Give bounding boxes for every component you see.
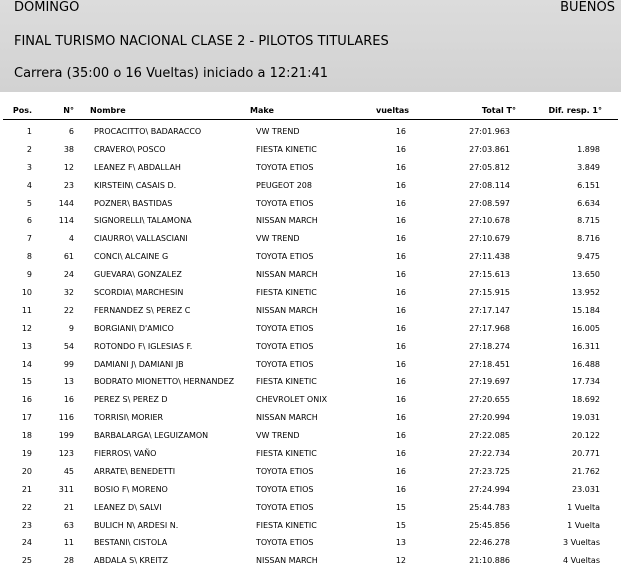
table-row — [0, 518, 621, 536]
driver-name-cell: GUEVARA\ GONZALEZ — [94, 270, 182, 280]
gap-cell: 13.952 — [572, 288, 600, 298]
car-number-cell: 32 — [63, 288, 74, 298]
car-make-cell: NISSAN MARCH — [256, 305, 318, 315]
results-table — [0, 124, 621, 571]
driver-name-cell: LEANEZ F\ ABDALLAH — [94, 162, 181, 172]
gap-cell: 16.311 — [572, 341, 600, 351]
table-row — [0, 303, 621, 321]
car-make-cell: VW TREND — [256, 234, 300, 244]
table-row — [0, 231, 621, 249]
laps-cell: 16 — [395, 127, 406, 136]
driver-name-cell: BOSIO F\ MORENO — [94, 484, 168, 494]
car-number-cell: 12 — [63, 162, 74, 172]
gap-cell: 13.650 — [572, 270, 600, 280]
table-row — [0, 446, 621, 464]
position-cell: 2 — [26, 144, 32, 154]
car-number-cell: 61 — [63, 252, 74, 262]
driver-name-cell: ROTONDO F\ IGLESIAS F. — [94, 341, 193, 351]
position-cell: 21 — [21, 484, 32, 494]
car-number-cell: 63 — [63, 520, 74, 530]
car-make-cell: TOYOTA ETIOS — [256, 484, 314, 494]
car-number-cell: 13 — [63, 377, 74, 387]
gap-cell: 4 Vueltas — [563, 556, 600, 566]
driver-name-cell: FIERROS\ VAÑO — [94, 449, 157, 459]
col-name-header: Nombre — [90, 106, 126, 115]
car-number-cell: 114 — [58, 216, 74, 226]
gap-cell: 19.031 — [572, 413, 600, 423]
position-cell: 9 — [26, 270, 32, 280]
car-make-cell: VW TREND — [256, 431, 300, 441]
driver-name-cell: TORRISI\ MORIER — [94, 413, 164, 423]
laps-cell: 16 — [395, 234, 406, 244]
car-number-cell: 199 — [58, 431, 74, 441]
car-number-cell: 24 — [63, 270, 74, 280]
driver-name-cell: CONCI\ ALCAINE G — [94, 252, 169, 262]
driver-name-cell: SCORDIA\ MARCHESIN — [94, 288, 184, 298]
gap-cell: 16.005 — [572, 323, 600, 333]
position-cell: 22 — [21, 502, 32, 512]
laps-cell: 16 — [395, 198, 406, 208]
position-cell: 20 — [21, 466, 32, 476]
table-row — [0, 535, 621, 553]
driver-name-cell: LEANEZ D\ SALVI — [94, 502, 162, 512]
col-make-header: Make — [250, 106, 274, 115]
position-cell: 10 — [21, 288, 32, 298]
position-cell: 3 — [26, 162, 32, 172]
car-make-cell: FIESTA KINETIC — [256, 288, 317, 298]
position-cell: 8 — [26, 252, 32, 262]
driver-name-cell: BARBALARGA\ LEGUIZAMON — [94, 431, 209, 441]
driver-name-cell: SIGNORELLI\ TALAMONA — [94, 216, 192, 226]
gap-cell: 20.771 — [572, 449, 600, 459]
car-number-cell: 38 — [63, 144, 74, 154]
col-number-header: N° — [63, 106, 74, 115]
laps-cell: 16 — [395, 270, 406, 280]
race-subtitle: Carrera (35:00 o 16 Vueltas) iniciado a 12:21:41 — [14, 66, 328, 81]
position-cell: 19 — [21, 449, 32, 459]
car-make-cell: TOYOTA ETIOS — [256, 252, 314, 262]
car-make-cell: TOYOTA ETIOS — [256, 323, 314, 333]
gap-cell: 3.849 — [577, 162, 600, 172]
driver-name-cell: BODRATO MIONETTO\ HERNANDEZ — [94, 377, 235, 387]
position-cell: 15 — [21, 377, 32, 387]
total-time-cell: 21:10.886 — [469, 556, 510, 566]
total-time-cell: 27:15.613 — [469, 270, 510, 280]
total-time-cell: 27:08.114 — [469, 180, 510, 190]
car-number-cell: 54 — [63, 341, 74, 351]
day-label: DOMINGO — [14, 0, 80, 15]
total-time-cell: 27:17.968 — [469, 323, 510, 333]
table-row — [0, 249, 621, 267]
car-make-cell: TOYOTA ETIOS — [256, 502, 314, 512]
report-header — [0, 0, 621, 92]
table-row — [0, 196, 621, 214]
car-number-cell: 99 — [63, 359, 74, 369]
car-make-cell: NISSAN MARCH — [256, 270, 318, 280]
table-row — [0, 374, 621, 392]
header-divider — [3, 119, 618, 120]
position-cell: 11 — [21, 305, 32, 315]
col-pos-header: Pos. — [12, 106, 32, 115]
table-row — [0, 213, 621, 231]
total-time-cell: 27:05.812 — [469, 162, 510, 172]
car-make-cell: CHEVROLET ONIX — [256, 395, 328, 405]
car-make-cell: TOYOTA ETIOS — [256, 198, 314, 208]
car-make-cell: NISSAN MARCH — [256, 216, 318, 226]
car-make-cell: FIESTA KINETIC — [256, 449, 317, 459]
gap-cell: 8.715 — [577, 216, 600, 226]
laps-cell: 16 — [395, 144, 406, 154]
car-make-cell: TOYOTA ETIOS — [256, 162, 314, 172]
position-cell: 17 — [21, 413, 32, 423]
driver-name-cell: DAMIANI J\ DAMIANI JB — [94, 359, 184, 369]
car-number-cell: 9 — [68, 323, 74, 333]
car-make-cell: PEUGEOT 208 — [256, 180, 312, 190]
gap-cell: 8.716 — [577, 234, 600, 244]
driver-name-cell: PEREZ S\ PEREZ D — [94, 395, 168, 405]
position-cell: 13 — [21, 341, 32, 351]
total-time-cell: 27:23.725 — [469, 466, 510, 476]
car-number-cell: 16 — [63, 395, 74, 405]
total-time-cell: 25:44.783 — [469, 502, 510, 512]
driver-name-cell: BORGIANI\ D'AMICO — [94, 323, 174, 333]
laps-cell: 15 — [395, 502, 406, 512]
car-make-cell: TOYOTA ETIOS — [256, 466, 314, 476]
total-time-cell: 27:01.963 — [469, 127, 510, 136]
position-cell: 24 — [21, 538, 32, 548]
laps-cell: 16 — [395, 395, 406, 405]
driver-name-cell: PROCACITTO\ BADARACCO — [94, 127, 202, 136]
gap-cell: 23.031 — [572, 484, 600, 494]
total-time-cell: 27:20.655 — [469, 395, 510, 405]
gap-cell: 18.692 — [572, 395, 600, 405]
gap-cell: 6.151 — [577, 180, 600, 190]
laps-cell: 16 — [395, 323, 406, 333]
total-time-cell: 27:03.861 — [469, 144, 510, 154]
table-row — [0, 428, 621, 446]
total-time-cell: 27:18.451 — [469, 359, 510, 369]
total-time-cell: 27:17.147 — [469, 305, 510, 315]
table-row — [0, 357, 621, 375]
total-time-cell: 27:10.678 — [469, 216, 510, 226]
laps-cell: 16 — [395, 377, 406, 387]
driver-name-cell: BESTANI\ CISTOLA — [94, 538, 168, 548]
table-row — [0, 553, 621, 571]
gap-cell: 6.634 — [577, 198, 600, 208]
driver-name-cell: KIRSTEIN\ CASAIS D. — [94, 180, 177, 190]
table-row — [0, 464, 621, 482]
car-make-cell: NISSAN MARCH — [256, 413, 318, 423]
total-time-cell: 27:08.597 — [469, 198, 510, 208]
laps-cell: 16 — [395, 359, 406, 369]
table-row — [0, 124, 621, 142]
driver-name-cell: POZNER\ BASTIDAS — [94, 198, 173, 208]
car-number-cell: 21 — [63, 502, 74, 512]
total-time-cell: 25:45.856 — [469, 520, 510, 530]
gap-cell: 3 Vueltas — [563, 538, 600, 548]
table-row — [0, 410, 621, 428]
car-number-cell: 22 — [63, 305, 74, 315]
gap-cell: 15.184 — [572, 305, 600, 315]
col-diff-header: Dif. resp. 1° — [548, 106, 602, 115]
driver-name-cell: FERNANDEZ S\ PEREZ C — [94, 305, 191, 315]
table-row — [0, 321, 621, 339]
car-make-cell: TOYOTA ETIOS — [256, 341, 314, 351]
car-number-cell: 45 — [63, 466, 74, 476]
laps-cell: 16 — [395, 305, 406, 315]
driver-name-cell: CRAVERO\ POSCO — [94, 144, 166, 154]
gap-cell: 1 Vuelta — [567, 502, 600, 512]
car-make-cell: NISSAN MARCH — [256, 556, 318, 566]
gap-cell: 1 Vuelta — [567, 520, 600, 530]
position-cell: 1 — [26, 127, 32, 136]
car-make-cell: TOYOTA ETIOS — [256, 359, 314, 369]
position-cell: 25 — [21, 556, 32, 566]
laps-cell: 16 — [395, 484, 406, 494]
gap-cell: 9.475 — [577, 252, 600, 262]
city-label: BUENOS — [560, 0, 615, 15]
column-headers — [0, 104, 621, 120]
driver-name-cell: CIAURRO\ VALLASCIANI — [94, 234, 188, 244]
laps-cell: 16 — [395, 413, 406, 423]
car-make-cell: FIESTA KINETIC — [256, 520, 317, 530]
car-make-cell: FIESTA KINETIC — [256, 377, 317, 387]
table-row — [0, 285, 621, 303]
car-number-cell: 123 — [58, 449, 74, 459]
total-time-cell: 27:22.085 — [469, 431, 510, 441]
table-row — [0, 178, 621, 196]
car-make-cell: VW TREND — [256, 127, 300, 136]
laps-cell: 15 — [395, 520, 406, 530]
car-number-cell: 144 — [58, 198, 74, 208]
position-cell: 12 — [21, 323, 32, 333]
car-make-cell: TOYOTA ETIOS — [256, 538, 314, 548]
position-cell: 23 — [21, 520, 32, 530]
gap-cell: 1.898 — [577, 144, 600, 154]
race-title: FINAL TURISMO NACIONAL CLASE 2 - PILOTOS TITULARES — [14, 34, 389, 49]
table-row — [0, 142, 621, 160]
laps-cell: 16 — [395, 162, 406, 172]
laps-cell: 13 — [395, 538, 406, 548]
total-time-cell: 27:10.679 — [469, 234, 510, 244]
gap-cell: 21.762 — [572, 466, 600, 476]
laps-cell: 16 — [395, 252, 406, 262]
total-time-cell: 27:19.697 — [469, 377, 510, 387]
table-row — [0, 482, 621, 500]
total-time-cell: 27:24.994 — [469, 484, 510, 494]
car-number-cell: 6 — [68, 127, 74, 136]
laps-cell: 16 — [395, 431, 406, 441]
laps-cell: 16 — [395, 341, 406, 351]
position-cell: 6 — [26, 216, 32, 226]
driver-name-cell: ARRATE\ BENEDETTI — [94, 466, 176, 476]
car-number-cell: 4 — [68, 234, 74, 244]
laps-cell: 12 — [395, 556, 406, 566]
table-row — [0, 339, 621, 357]
total-time-cell: 27:11.438 — [469, 252, 510, 262]
total-time-cell: 27:20.994 — [469, 413, 510, 423]
table-row — [0, 160, 621, 178]
laps-cell: 16 — [395, 180, 406, 190]
gap-cell: 20.122 — [572, 431, 600, 441]
table-row — [0, 500, 621, 518]
position-cell: 4 — [26, 180, 32, 190]
car-number-cell: 11 — [63, 538, 74, 548]
laps-cell: 16 — [395, 288, 406, 298]
laps-cell: 16 — [395, 466, 406, 476]
laps-cell: 16 — [395, 449, 406, 459]
col-laps-header: vueltas — [376, 106, 410, 115]
position-cell: 18 — [21, 431, 32, 441]
total-time-cell: 27:15.915 — [469, 288, 510, 298]
gap-cell: 17.734 — [572, 377, 600, 387]
car-number-cell: 28 — [63, 556, 74, 566]
position-cell: 14 — [21, 359, 32, 369]
table-row — [0, 267, 621, 285]
car-number-cell: 311 — [58, 484, 74, 494]
driver-name-cell: BULICH N\ ARDESI N. — [94, 520, 179, 530]
car-number-cell: 116 — [58, 413, 74, 423]
total-time-cell: 22:46.278 — [469, 538, 510, 548]
position-cell: 5 — [26, 198, 32, 208]
total-time-cell: 27:22.734 — [469, 449, 510, 459]
position-cell: 16 — [21, 395, 32, 405]
driver-name-cell: ABDALA S\ KREITZ — [94, 556, 169, 566]
position-cell: 7 — [26, 234, 32, 244]
laps-cell: 16 — [395, 216, 406, 226]
car-number-cell: 23 — [63, 180, 74, 190]
col-total-header: Total T° — [481, 106, 516, 115]
table-row — [0, 392, 621, 410]
car-make-cell: FIESTA KINETIC — [256, 144, 317, 154]
total-time-cell: 27:18.274 — [469, 341, 510, 351]
gap-cell: 16.488 — [572, 359, 600, 369]
